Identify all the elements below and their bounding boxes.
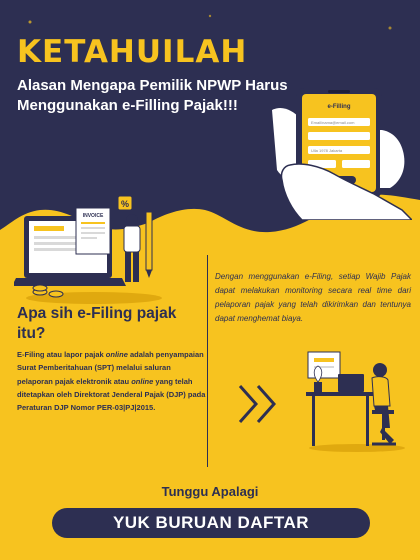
headline: KETAHUILAH — [17, 34, 248, 70]
desk-worker-illustration — [302, 348, 408, 453]
answer-italic-2: online — [131, 376, 154, 386]
vertical-divider — [207, 255, 208, 467]
answer-paragraph — [17, 348, 207, 414]
register-button[interactable]: YUK BURUAN DAFTAR — [52, 508, 370, 538]
answer-text-3: yang telah ditetapkan oleh Direktorat Jenderal Pajak (DJP) pada Peraturan DJP Nomor PER-03|PJ|2015. — [17, 376, 206, 413]
phone-illustration — [262, 70, 412, 220]
answer-text-2: adalah penyampaian Surat Pemberitahuan (SPT) melalui saluran pelaporan pajak elektronik atau — [17, 350, 204, 386]
percent-badge: % — [120, 199, 130, 209]
phone-user-field: Ulla 1978 Jakarta — [311, 148, 343, 153]
phone-email-field: Email/nama@email.com — [311, 120, 355, 125]
answer-text-1: E-Filing atau lapor pajak — [17, 350, 106, 359]
answer-italic-1: online — [105, 350, 128, 359]
question-heading: Apa sih e-Filing pajak itu? — [17, 305, 177, 342]
chevrons-right-icon — [236, 383, 282, 425]
invoice-label: INVOICE — [82, 213, 104, 219]
laptop-invoice-illustration — [14, 186, 164, 311]
monitoring-paragraph: Dengan menggunakan e-Filing, setiap Wajib Pajak dapat melakukan monitoring secara real time dari pelaporan pajak yang telah dikirimkan dan tentunya dapat menghemat biaya. — [215, 272, 411, 323]
cta-tagline: Tunggu Apalagi — [161, 484, 259, 499]
subheadline-line-1: Alasan Mengapa Pemilik NPWP Harus — [17, 77, 288, 94]
phone-app-title: e-Filling — [327, 104, 351, 110]
subheadline-line-2: Menggunakan e-Filling Pajak!!! — [17, 97, 238, 114]
